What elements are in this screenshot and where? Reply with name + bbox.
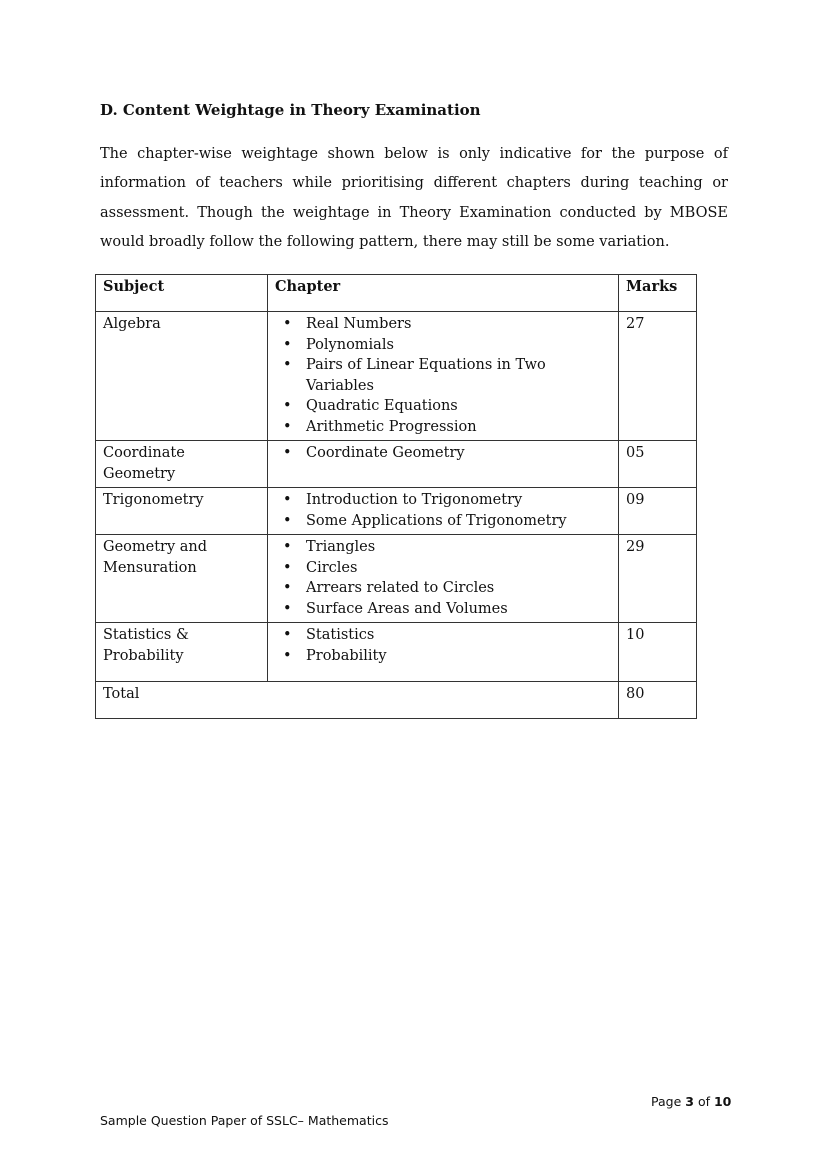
subject-cell: Algebra	[96, 312, 268, 441]
list-item: • Circles	[275, 558, 611, 579]
chapter-cell	[268, 535, 619, 623]
list-item: • Probability	[275, 646, 611, 667]
marks-cell: 05	[619, 441, 697, 488]
list-item: • Arithmetic Progression	[275, 417, 611, 438]
page-footer: Sample Question Paper of SSLC– Mathematics	[100, 1113, 389, 1128]
marks-cell: 10	[619, 623, 697, 682]
page-number	[651, 1094, 731, 1109]
list-item: • Surface Areas and Volumes	[275, 599, 611, 620]
list-item: • Introduction to Trigonometry	[275, 490, 611, 511]
list-item: • Real Numbers	[275, 314, 611, 335]
subject-cell: Trigonometry	[96, 488, 268, 535]
chapter-list	[275, 314, 611, 437]
table-header-row	[96, 275, 697, 312]
total-row	[96, 682, 697, 719]
subject-cell: Coordinate Geometry	[96, 441, 268, 488]
list-item: • Arrears related to Circles	[275, 578, 611, 599]
chapter-list	[275, 537, 611, 619]
marks-cell: 27	[619, 312, 697, 441]
subject-cell: Geometry and Mensuration	[96, 535, 268, 623]
chapter-cell	[268, 488, 619, 535]
page-of-label: of	[697, 1094, 710, 1109]
table-row	[96, 488, 697, 535]
weightage-table	[95, 274, 697, 719]
chapter-list	[275, 490, 611, 531]
table-row	[96, 535, 697, 623]
total-label: Total	[96, 682, 619, 719]
chapter-list	[275, 625, 611, 666]
intro-paragraph: The chapter-wise weightage shown below is only indicative for the purpose of information of teachers while prioritising different chapters during teaching or assessment. Though the weightage in Theory Examination conducted by MBOSE would broadly follow the following pattern, there may still be some variation.	[100, 146, 728, 250]
table-row	[96, 312, 697, 441]
total-marks: 80	[619, 682, 697, 719]
chapter-cell	[268, 312, 619, 441]
chapter-cell	[268, 623, 619, 682]
subject-cell: Statistics & Probability	[96, 623, 268, 682]
list-item: • Triangles	[275, 537, 611, 558]
table-row	[96, 623, 697, 682]
marks-column-header: Marks	[619, 275, 697, 312]
chapter-column-header: Chapter	[268, 275, 619, 312]
total-pages: 10	[713, 1094, 732, 1109]
marks-cell: 09	[619, 488, 697, 535]
marks-cell: 29	[619, 535, 697, 623]
section-heading: D. Content Weightage in Theory Examination	[100, 101, 481, 119]
current-page: 3	[685, 1094, 694, 1109]
list-item: • Quadratic Equations	[275, 396, 611, 417]
list-item: • Coordinate Geometry	[275, 443, 611, 464]
list-item: • Pairs of Linear Equations in Two Variables	[275, 355, 611, 396]
subject-column-header: Subject	[96, 275, 268, 312]
list-item: • Polynomials	[275, 335, 611, 356]
list-item: • Statistics	[275, 625, 611, 646]
page-label: Page	[651, 1094, 682, 1109]
list-item: • Some Applications of Trigonometry	[275, 511, 611, 532]
chapter-cell	[268, 441, 619, 488]
chapter-list	[275, 443, 611, 464]
table-row	[96, 441, 697, 488]
